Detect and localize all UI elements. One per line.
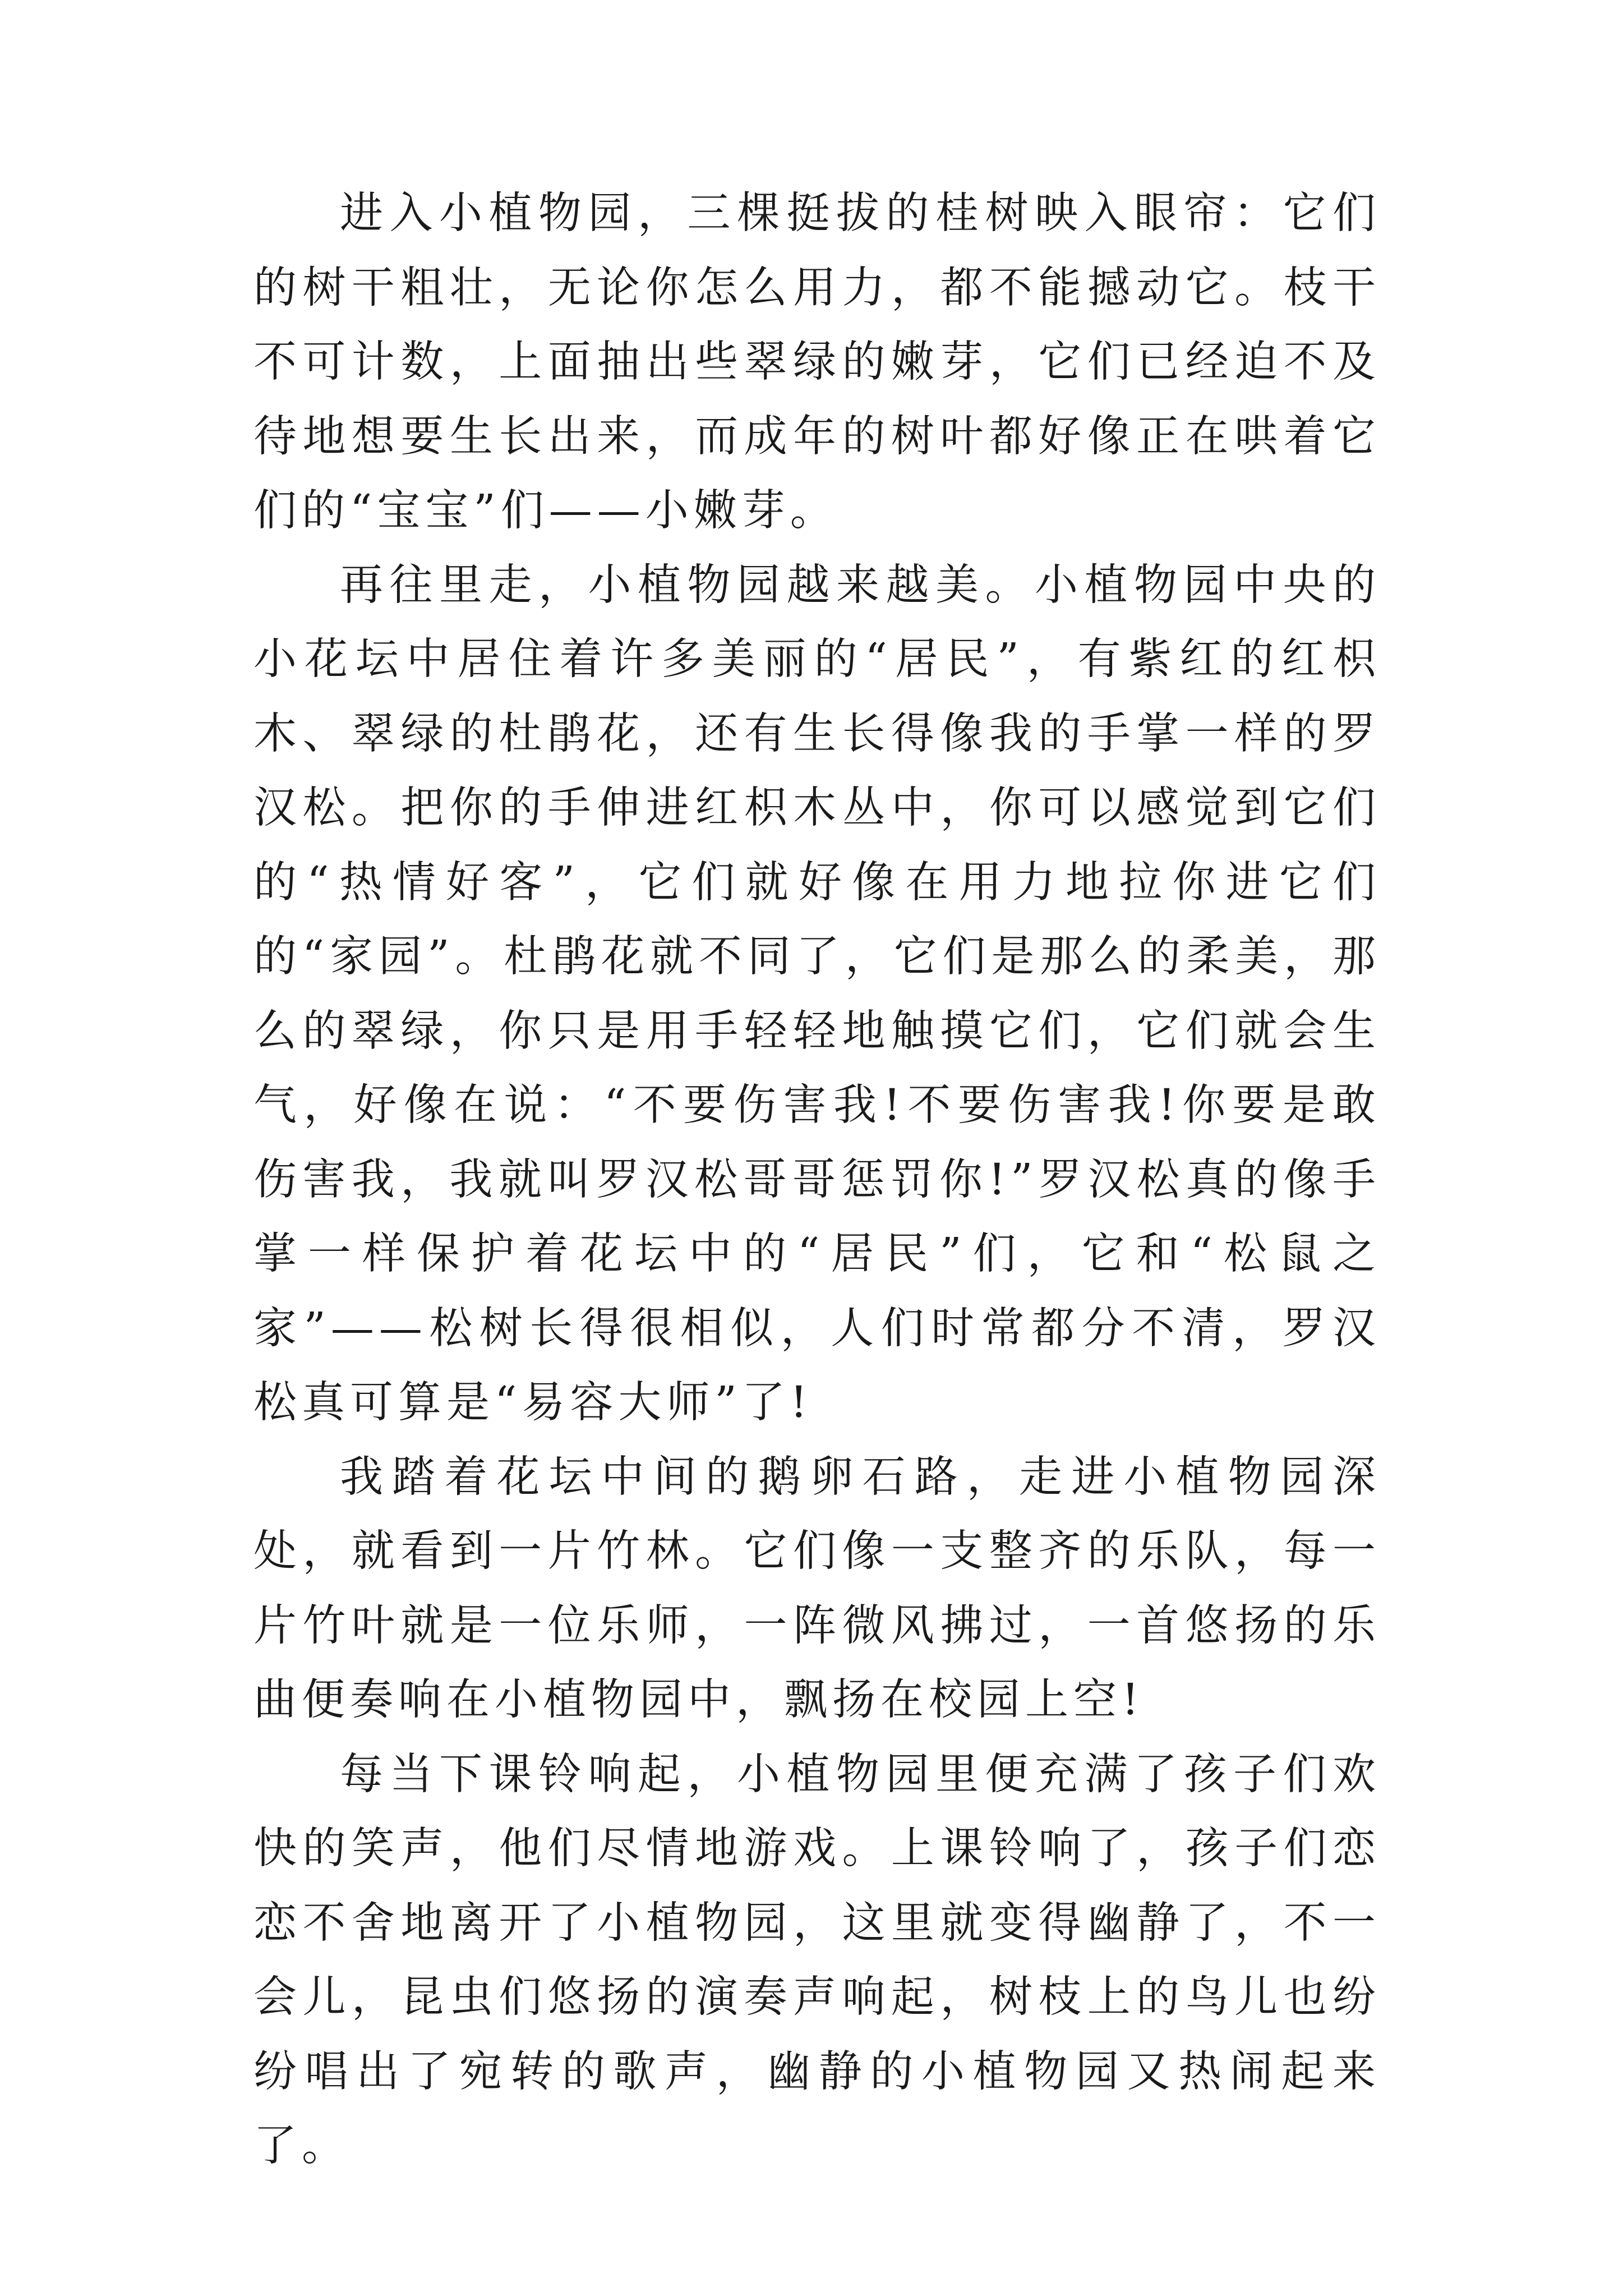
paragraph-2: 再往里走，小植物园越来越美。小植物园中央的小花坛中居住着许多美丽的“居民”，有紫红的红枳木、翠绿的杜鹃花，还有生长得像我的手掌一样的罗汉松。把你的手伸进红枳木丛中，你可以感觉到它们的“热情好客”，它们就好像在用力地拉你进它们的“家园”。杜鹃花就不同了，它们是那么的柔美，那么的翠绿，你只是用手轻轻地触摸它们，它们就会生气，好像在说：“不要伤害我!不要伤害我!你要是敢伤害我，我就叫罗汉松哥哥惩罚你!”罗汉松真的像手掌一样保护着花坛中的“居民”们，它和“松鼠之家”——松树长得很相似，人们时常都分不清，罗汉松真可算是“易容大师”了!: [253, 560, 1381, 1428]
paragraph-4: 每当下课铃响起，小植物园里便充满了孩子们欢快的笑声，他们尽情地游戏。上课铃响了，孩子们恋恋不舍地离开了小植物园，这里就变得幽静了，不一会儿，昆虫们悠扬的演奏声响起，树枝上的鸟儿也纷纷唱出了宛转的歌声，幽静的小植物园又热闹起来了。: [253, 1749, 1381, 2171]
paragraph-3: 我踏着花坛中间的鹅卵石路，走进小植物园深处，就看到一片竹林。它们像一支整齐的乐队，每一片竹叶就是一位乐师，一阵微风拂过，一首悠扬的乐曲便奏响在小植物园中，飘扬在校园上空!: [253, 1452, 1381, 1725]
document-body: [253, 177, 1381, 2184]
paragraph-1: 进入小植物园，三棵挺拔的桂树映入眼帘：它们的树干粗壮，无论你怎么用力，都不能撼动它。枝干不可计数，上面抽出些翠绿的嫩芽，它们已经迫不及待地想要生长出来，而成年的树叶都好像正在哄着它们的“宝宝”们——小嫩芽。: [253, 188, 1381, 536]
